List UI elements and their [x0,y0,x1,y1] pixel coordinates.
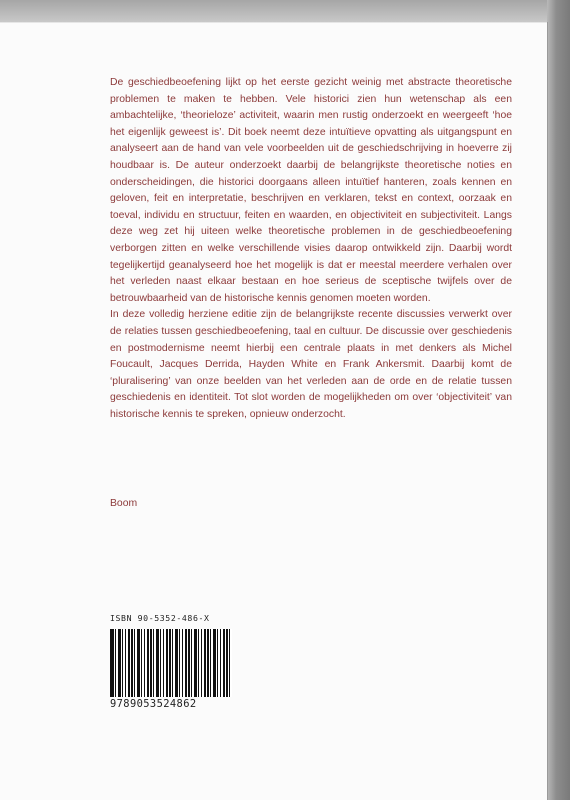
blurb-paragraph-1: De geschiedbeoefening lijkt op het eerste gezicht weinig met abstracte theoretische problemen te maken te hebben. Vele historici zien hun wetenschap als een ambachtelijke, ‘theorieloze’ activiteit, waarin men rustig onderzoekt en weergeeft ‘hoe het eigenlijk geweest is’. Dit boek neemt deze intuïtieve opvatting als uitgangspunt en analyseert aan de hand van vele voorbeelden uit de geschiedschrijving in hoeverre zij houdbaar is. De auteur onderzoekt daarbij de belangrijkste theoretische noties en onderscheidingen, die historici doorgaans alleen intuïtief hanteren, zoals kennen en geloven, feit en interpretatie, beschrijven en verklaren, tekst en context, oorzaak en toeval, individu en structuur, feiten en waarden, en objectiviteit en subjectiviteit. Langs deze weg zet hij uiteen welke theoretische problemen in de geschiedbeoefening verborgen zitten en welke verschillende visies daarop ontwikkeld zijn. Daarbij wordt tegelijkertijd geanalyseerd hoe het mogelijk is dat er meestal meerdere verhalen over het verleden naast elkaar bestaan en hoe serieus de sceptische twijfels over de betrouwbaarheid van de historische kennis genomen moeten worden. [110,77,512,304]
book-top-edge [0,0,570,22]
barcode [110,629,232,697]
book-spine-edge [547,0,570,800]
blurb-paragraph-2: In deze volledig herziene editie zijn de belangrijkste recente discussies verwerkt over de relaties tussen geschiedbeoefening, taal en cultuur. De discussie over geschiedenis en postmodernisme neemt hierbij een centrale plaats in met denkers als Michel Foucault, Jacques Derrida, Hayden White en Frank Ankersmit. Daarbij komt de ‘pluralisering’ van onze beelden van het verleden aan de orde en de relatie tussen geschiedenis en identiteit. Tot slot worden de mogelijkheden om over ‘objectiviteit’ van historische kennis te spreken, opnieuw onderzocht. [110,309,512,420]
blurb-text [110,75,512,423]
isbn-number: ISBN 90-5352-486-X [110,613,210,623]
publisher-name: Boom [110,498,138,509]
ean-number: 9789053524862 [110,698,197,710]
isbn-block [110,613,230,710]
